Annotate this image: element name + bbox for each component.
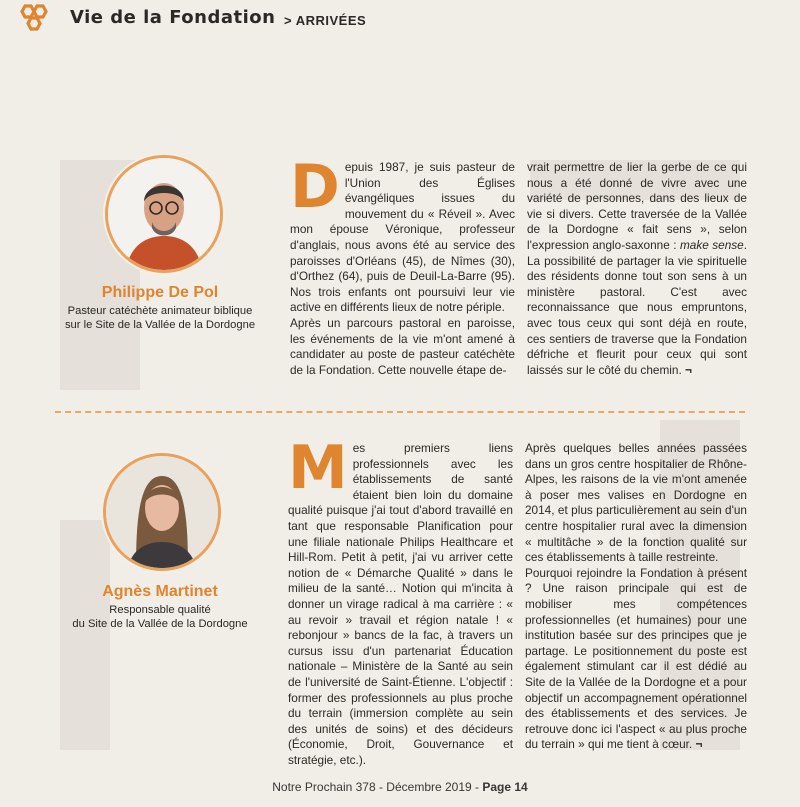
page-number: Page 14 (482, 780, 528, 794)
article1-column2: vrait permettre de lier la gerbe de ce qui nous a été donné de vivre avec une variété de personnes, dans des lieux de vie si divers. Cette traversée de la Vallée de la Dordogne « fait sens », selon l'expression anglo-saxonne : make sense. La possibilité de partager la vie spirituelle des résidents donne tout son sens à un ministère pastoral. C'est avec reconnaissance que nous empruntons, avec tous ceux qui sont déjà en route, ces sentiers de traverse que la Fondation défriche et fleurit pour ceux qui sont laissés sur le côté du chemin. ¬ (527, 160, 747, 377)
avatar (105, 155, 223, 273)
page-header (0, 0, 800, 40)
hexagon-cluster-icon (16, 4, 50, 34)
article2-column2: Après quelques belles années passées dans un gros centre hospitalier de Rhône-Alpes, les raisons de la vie m'ont amenée à poser mes valises en Dordogne en 2014, et plus particulièrement au sein d'un centre hospitalier rural avec la dimension « multitâche » de la fonction qualité sur ces établissements à taille restreinte. Pourquoi rejoindre la Fondation à présent ? Une raison principale qui est de mobiliser mes compétences professionnelles (et humaines) pour une institution basée sur des principes que je partage. Le positionnement du poste est également stimulant car il est dédié au Site de la Vallée de la Dordogne et a pour objectif un accompagnement opérationnel des établissements et des services. Je retrouve donc ici l'aspect « au plus proche du terrain » qui me tient à cœur. ¬ (525, 441, 747, 752)
dropcap: D (290, 152, 340, 222)
avatar (103, 453, 221, 571)
publication-info: Notre Prochain 378 - Décembre 2019 - (272, 780, 483, 794)
portrait-man-image (108, 158, 220, 270)
dropcap: M (288, 433, 348, 503)
section-divider (55, 411, 745, 413)
page-footer (0, 780, 800, 794)
person-role: Pasteur catéchète animateur biblique sur le Site de la Vallée de la Dordogne (64, 305, 256, 331)
page-title: Vie de la Fondation (70, 7, 276, 28)
person-role: Responsable qualité du Site de la Vallée de la Dordogne (72, 604, 248, 630)
article2-column1: M es premiers liens professionnels avec les établissements de santé étaient bien loin du domaine qualité puisque j'ai tout d'abord travaillé en tant que responsable Planification pour une filiale nationale Philips Healthcare et Hill-Rom. Petit à petit, j'ai vu arriver cette notion de « Démarche Qualité » dans le milieu de la santé… Notion qui m'incita à donner un virage radical à ma carrière : « au revoir » travail et région natale ! « rebonjour » bancs de la fac, à travers un cursus issu d'un partenariat Éducation nationale – Ministère de la Santé au sein de l'université de Saint-Étienne. L'objectif : former des professionnels au plus proche du terrain (immersion complète au sein des unités de soins) et des décideurs (Économie, Droit, Gouvernance et stratégie, etc.). (288, 433, 513, 767)
article1-column1: D epuis 1987, je suis pasteur de l'Union des Églises évangéliques issues du mouvement du « Réveil ». Avec mon épouse Véronique, professeur d'anglais, nous avons été au service des paroisses d'Orléans (45), de Nîmes (30), d'Orthez (64), puis de Deuil-La-Barre (95). Nos trois enfants ont poursuivi leur vie active en différents lieux de notre périple. Après un parcours pastoral en paroisse, les événements de la vie m'ont amené à candidater au poste de pasteur catéchète de la Fondation. Cette nouvelle étape de- (290, 152, 515, 377)
section-label: > ARRIVÉES (284, 13, 367, 28)
person-name: Philippe De Pol (101, 284, 219, 301)
portrait-woman-image (106, 456, 218, 568)
person-name: Agnès Martinet (102, 583, 218, 600)
